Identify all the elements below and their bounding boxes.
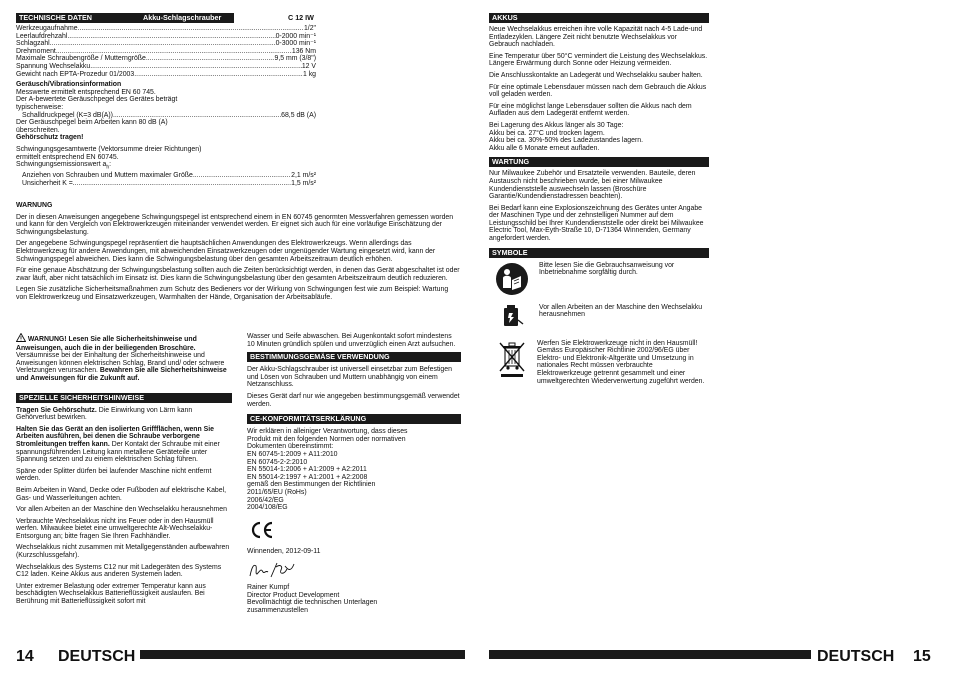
page-lang-left: DEUTSCH (58, 648, 136, 665)
ce-line: EN 55014-2:1997 + A1:2001 + A2:2008 (247, 473, 368, 481)
ce-lines (247, 428, 461, 512)
warnung-p2: Der angegebene Schwingungspegel repräsentiert die hauptsächlichen Anwendungen des Elektrowerkzeugs. Wenn allerdings das Elektrowerkzeug für andere Anwendungen, mit abweichenden Einsatzwerkzeugen oder ungenügender Wartung eingesetzt wird, kann der Schwingungspegel abweichen. Dies kann die Schwingungsbelastung über den gesamten Arbeitszeitraum deutlich erhöhen. (16, 240, 436, 263)
col2-cont: Wasser und Seife abwaschen. Bei Augenkontakt sofort mindestens 10 Minuten gründlich spülen und unverzüglich einen Arzt aufsuchen. (247, 333, 456, 348)
hearing-protection: Gehörschutz tragen! (16, 134, 84, 142)
tech-data-title: TECHNISCHE DATEN (19, 13, 92, 22)
noise-text-2: Der A-bewertete Geräuschpegel des Gerätes beträgt (16, 96, 178, 104)
footer-band-right (489, 650, 811, 658)
tech-row-label: Gewicht nach EPTA-Prozedur 01/2003 (16, 70, 135, 78)
page-number-left: 14 (16, 648, 34, 665)
ce-date: Winnenden, 2012-09-11 (247, 547, 321, 555)
noise-text-5: überschreiten. (16, 126, 60, 134)
spezielle-header: SPEZIELLE SICHERHEITSHINWEISE (16, 393, 232, 403)
symbol-text-3: Werfen Sie Elektrowerkzeuge nicht in den Hausmüll! Gemäss Europäischer Richtlinie 2002/96/EG über Elektro- und Elektronik-Altgeräte und Umsetzung in nationales Recht müssen verbrauchte Elektrowerkzeuge getrennt gesammelt und einer umweltgerechten Wiederverwertung zugeführt werden. (537, 339, 705, 385)
spez-p1-bold: Tragen Sie Gehörschutz. (16, 406, 97, 414)
ce-line: Wir erklären in alleiniger Verantwortung, dass dieses (247, 428, 408, 436)
vib-row-1-label: Anziehen von Schrauben und Muttern maximaler Größe (22, 172, 193, 180)
symbol-row-1 (489, 262, 709, 298)
tech-row (16, 48, 316, 56)
read-manual-icon (495, 262, 531, 298)
signature-icon (247, 560, 461, 582)
tech-row (16, 25, 316, 33)
vib-row-2-label: Unsicherheit K = (22, 179, 73, 187)
spez-p6: Verbrauchte Wechselakkus nicht ins Feuer oder in den Hausmüll werfen. Milwaukee bietet eine umweltgerechte Alt-Wechselakku-Entsorgung an; bitte fragen Sie Ihren Fachhändler. (16, 517, 214, 540)
safety-column (16, 333, 232, 610)
footer-line-left (140, 658, 465, 659)
akkus-p5: Für eine möglichst lange Lebensdauer sollten die Akkus nach dem Aufladen aus dem Ladegerät entfernt werden. (489, 102, 692, 118)
tech-row (16, 40, 316, 48)
footer-line-right (489, 658, 811, 659)
spez-p2-text: Der Kontakt der Schraube mit einer spannungsführenden Leitung kann metallene Geräteteile unter Spannung setzen und zu einem elektrischen Schlag führen. (16, 440, 220, 464)
akkus-p1: Neue Wechselakkus erreichen ihre volle Kapazität nach 4-5 Lade-und Entladezyklen. Längere Zeit nicht benutzte Wechselakkus vor Gebrauch nachladen. (489, 26, 703, 49)
footer-left (16, 648, 465, 666)
spez-p9: Unter extremer Belastung oder extremer Temperatur kann aus beschädigten Wechselakkus Batterieflüssigkeit auslaufen. Bei Berührung mit Batterieflüssigkeit sofort mit (16, 582, 206, 606)
vib-row-2-value: 1,5 m/s² (291, 179, 316, 187)
noise-row-label: Schalldruckpegel (K=3 dB(A)) (22, 111, 113, 119)
vib-text-3: Schwingungsemissionswert $a_h$: (16, 161, 112, 171)
akkus-p3: Die Anschlusskontakte an Ladegerät und Wechselakku sauber halten. (489, 71, 703, 79)
akkus-p4: Für eine optimale Lebensdauer müssen nach dem Gebrauch die Akkus voll geladen werden. (489, 83, 707, 99)
warning-triangle-icon (16, 333, 26, 345)
spez-p7: Wechselakkus nicht zusammen mit Metallgegenständen aufbewahren (Kurzschlussgefahr). (16, 544, 230, 560)
tech-row-value: 9,5 mm (3/8") (274, 55, 316, 63)
vib-row-2 (16, 180, 316, 188)
warning-text-1: Versäumnisse bei der Einhaltung der Sicherheitshinweise und Anweisungen können elektrischen Schlag, Brand und/ oder schwere Verletzungen verursachen. (16, 352, 225, 375)
vib-text-1: Schwingungsgesamtwerte (Vektorsumme dreier Richtungen) (16, 145, 202, 153)
footer-band-left (140, 650, 465, 658)
symbol-row-3 (489, 340, 709, 386)
akkus-header: AKKUS (489, 13, 709, 23)
noise-row-value: 68,5 dB (A) (281, 111, 316, 119)
tech-row-label: Leerlaufdrehzahl (16, 32, 68, 40)
warnung-p3: Für eine genaue Abschätzung der Schwingungsbelastung sollten auch die Zeiten berücksichtigt werden, in denen das Gerät abgeschaltet ist oder zwar läuft, aber nicht tatsächlich im Einsatz ist. Dies kann die Schwingungsbelastung über den gesamten Arbeitszeitraum deutlich reduzieren. (16, 267, 460, 282)
tech-row-label: Schlagzahl (16, 40, 50, 48)
tech-row-value: 12 V (301, 62, 316, 70)
spez-p4: Beim Arbeiten in Wand, Decke oder Fußboden auf elektrische Kabel, Gas- und Wasserleitungen achten. (16, 486, 227, 502)
warning-bold-1: WARNUNG! Lesen Sie alle Sicherheitshinweise und Anweisungen, auch die in der beiliegenden Broschüre. (16, 336, 197, 352)
ce-line: Dokumenten übereinstimmt: (247, 443, 334, 451)
symbol-text-2: Vor allen Arbeiten an der Maschine den Wechselakku herausnehmen (539, 303, 703, 319)
ce-line: 2011/65/EU (RoHs) (247, 488, 307, 496)
spez-p5: Vor allen Arbeiten an der Maschine den Wechselakku herausnehmen (16, 506, 227, 514)
auth-1: Bevollmächtigt die technischen Unterlagen (247, 599, 378, 607)
tech-row-value: 1/2" (303, 25, 316, 32)
remove-battery-icon (499, 304, 535, 334)
symbol-row-2 (489, 304, 709, 336)
akkus-storage-line: Akku bei ca. 27°C und trocken lagern. (489, 129, 605, 137)
wartung-header: WARTUNG (489, 157, 709, 167)
tech-row-label: Drehmoment (16, 47, 56, 55)
wartung-p1: Nur Milwaukee Zubehör und Ersatzteile verwenden. Bauteile, deren Austausch nicht beschrieben wurde, bei einer Milwaukee Kundendienststelle auswechseln lassen (Broschüre Garantie/Kundendienstadressen beachten). (489, 170, 696, 201)
akkus-p2: Eine Temperatur über 50°C vermindert die Leistung des Wechselakkus. Längere Erwärmung durch Sonne oder Heizung vermeiden. (489, 52, 708, 68)
tech-row-value: 136 Nm (291, 47, 316, 55)
tech-row-value: 1 kg (302, 70, 316, 78)
signer-name: Rainer Kumpf (247, 584, 290, 592)
warning-box (16, 333, 232, 383)
vib-row-1-value: 2,1 m/s² (291, 172, 316, 180)
spez-p2-bold: Halten Sie das Gerät an den isolierten Griffflächen, wenn Sie Arbeiten ausführen, bei denen die Schraube verborgene Stromleitungen treffen kann. (16, 425, 214, 448)
tech-row-label: Maximale Schraubengröße / Mutterngröße (16, 55, 146, 63)
footer-right (489, 648, 938, 666)
spez-p8: Wechselakkus des Systems C12 nur mit Ladegeräten des Systems C12 laden. Keine Akkus aus anderen Systemen laden. (16, 563, 222, 579)
signer-title: Director Product Development (247, 591, 340, 599)
vib-text-3-main: Schwingungsemissionswert a (16, 161, 107, 169)
use-header: BESTIMMUNGSGEMÄSE VERWENDUNG (247, 352, 461, 362)
tech-data-model: C 12 IW (288, 13, 314, 22)
right-column (489, 13, 709, 385)
noise-text-1: Messwerte ermittelt entsprechend EN 60 745. (16, 88, 156, 96)
warnung-p1: Der in diesen Anweisungen angegebene Schwingungspegel ist entsprechend einem in EN 60745 genormten Messverfahren gemessen worden und kann für den Vergleich von Elektrowerkzeugen miteinander verwendet werden. Er eignet sich auch für eine vorläufige Einschätzung der Schwingungsbelastung. (16, 213, 454, 236)
wartung-p2: Bei Bedarf kann eine Explosionszeichnung des Gerätes unter Angabe der Maschinen Type und der zehnstelligen Nummer auf dem Leistungsschild bei Ihrer Kundendienststelle oder direkt bei Milwaukee Electric Tool, Max-Eyth-Straße 10, D-71364 Winnenden, Germany angefordert werden. (489, 204, 704, 243)
warnung-p4: Legen Sie zusätzliche Sicherheitsmaßnahmen zum Schutz des Bedieners vor der Wirkung von Schwingungen fest wie zum Beispiel: Wartung von Elektrowerkzeug und Einsatzwerkzeugen, Warmhalten der Hände, Organisation der Arbeitsabläufe. (16, 286, 449, 301)
vib-text-3-sub: h (106, 164, 110, 171)
use-p1: Der Akku-Schlagschrauber ist universell einsetzbar zum Befestigen und Lösen von Schrauben und Muttern unabhängig von einem Netzanschluss. (247, 366, 452, 389)
ce-line: EN 60745-1:2009 + A11:2010 (247, 450, 338, 458)
spez-p1-text: Die Einwirkung von Lärm kann Gehörverlust bewirken. (16, 406, 193, 422)
symbol-text-1: Bitte lesen Sie die Gebrauchsanweisung vor Inbetriebnahme sorgfältig durch. (539, 261, 675, 277)
warnung-title: WARNUNG (16, 202, 53, 209)
vib-text-2: ermittelt entsprechend EN 60745. (16, 153, 119, 161)
akkus-storage-line: Bei Lagerung des Akkus länger als 30 Tage: (489, 121, 624, 129)
tech-row-value: 0-3000 min⁻¹ (275, 40, 316, 48)
akkus-storage-line: Akku bei ca. 30%-50% des Ladezustandes lagern. (489, 137, 643, 145)
tech-row (16, 55, 316, 63)
page-number-right: 15 (913, 648, 931, 665)
tech-row-label: Werkzeugaufnahme (16, 25, 78, 32)
tech-data-product: Akku-Schlagschrauber (143, 13, 222, 22)
tech-row (16, 63, 316, 71)
auth-2: zusammenzustellen (247, 607, 308, 615)
tech-row-value: 0-2000 min⁻¹ (275, 32, 316, 40)
spez-p3: Späne oder Splitter dürfen bei laufender Maschine nicht entfernt werden. (16, 467, 212, 483)
akkus-p6 (489, 122, 709, 152)
tech-row (16, 71, 316, 79)
tech-data-header (16, 13, 234, 23)
noise-title: Geräusch/Vibrationsinformation (16, 81, 122, 89)
page-lang-right: DEUTSCH (817, 648, 895, 665)
tech-row (16, 33, 316, 41)
noise-text-3: typischerweise: (16, 103, 64, 111)
middle-column (247, 333, 461, 615)
use-p2: Dieses Gerät darf nur wie angegeben bestimmungsgemäß verwendet werden. (247, 392, 460, 408)
ce-line: 2006/42/EG (247, 496, 284, 504)
ce-line: 2004/108/EG (247, 504, 288, 512)
akkus-storage-line: Akku alle 6 Monate erneut aufladen. (489, 144, 600, 152)
ce-line: EN 55014-1:2006 + A1:2009 + A2:2011 (247, 466, 367, 474)
crossed-bin-icon (497, 340, 533, 380)
warning-bold-2: Bewahren Sie alle Sicherheitshinweise und Anweisungen für die Zukunft auf. (16, 367, 227, 382)
ce-header: CE-KONFORMITÄTSERKLÄRUNG (247, 414, 461, 424)
ce-mark-icon (249, 520, 461, 542)
vib-row-1 (16, 172, 316, 180)
symbole-header: SYMBOLE (489, 248, 709, 258)
ce-line: EN 60745-2-2:2010 (247, 458, 308, 466)
tech-data-table (16, 25, 316, 187)
noise-row (16, 112, 316, 120)
tech-row-label: Spannung Wechselakku (16, 62, 91, 70)
noise-text-4: Der Geräuschpegel beim Arbeiten kann 80 dB (A) (16, 119, 168, 127)
ce-line: Produkt mit den folgenden Normen oder normativen (247, 435, 406, 443)
ce-line: gemäß den Bestimmungen der Richtlinien (247, 481, 376, 489)
warnung-section (16, 202, 460, 306)
